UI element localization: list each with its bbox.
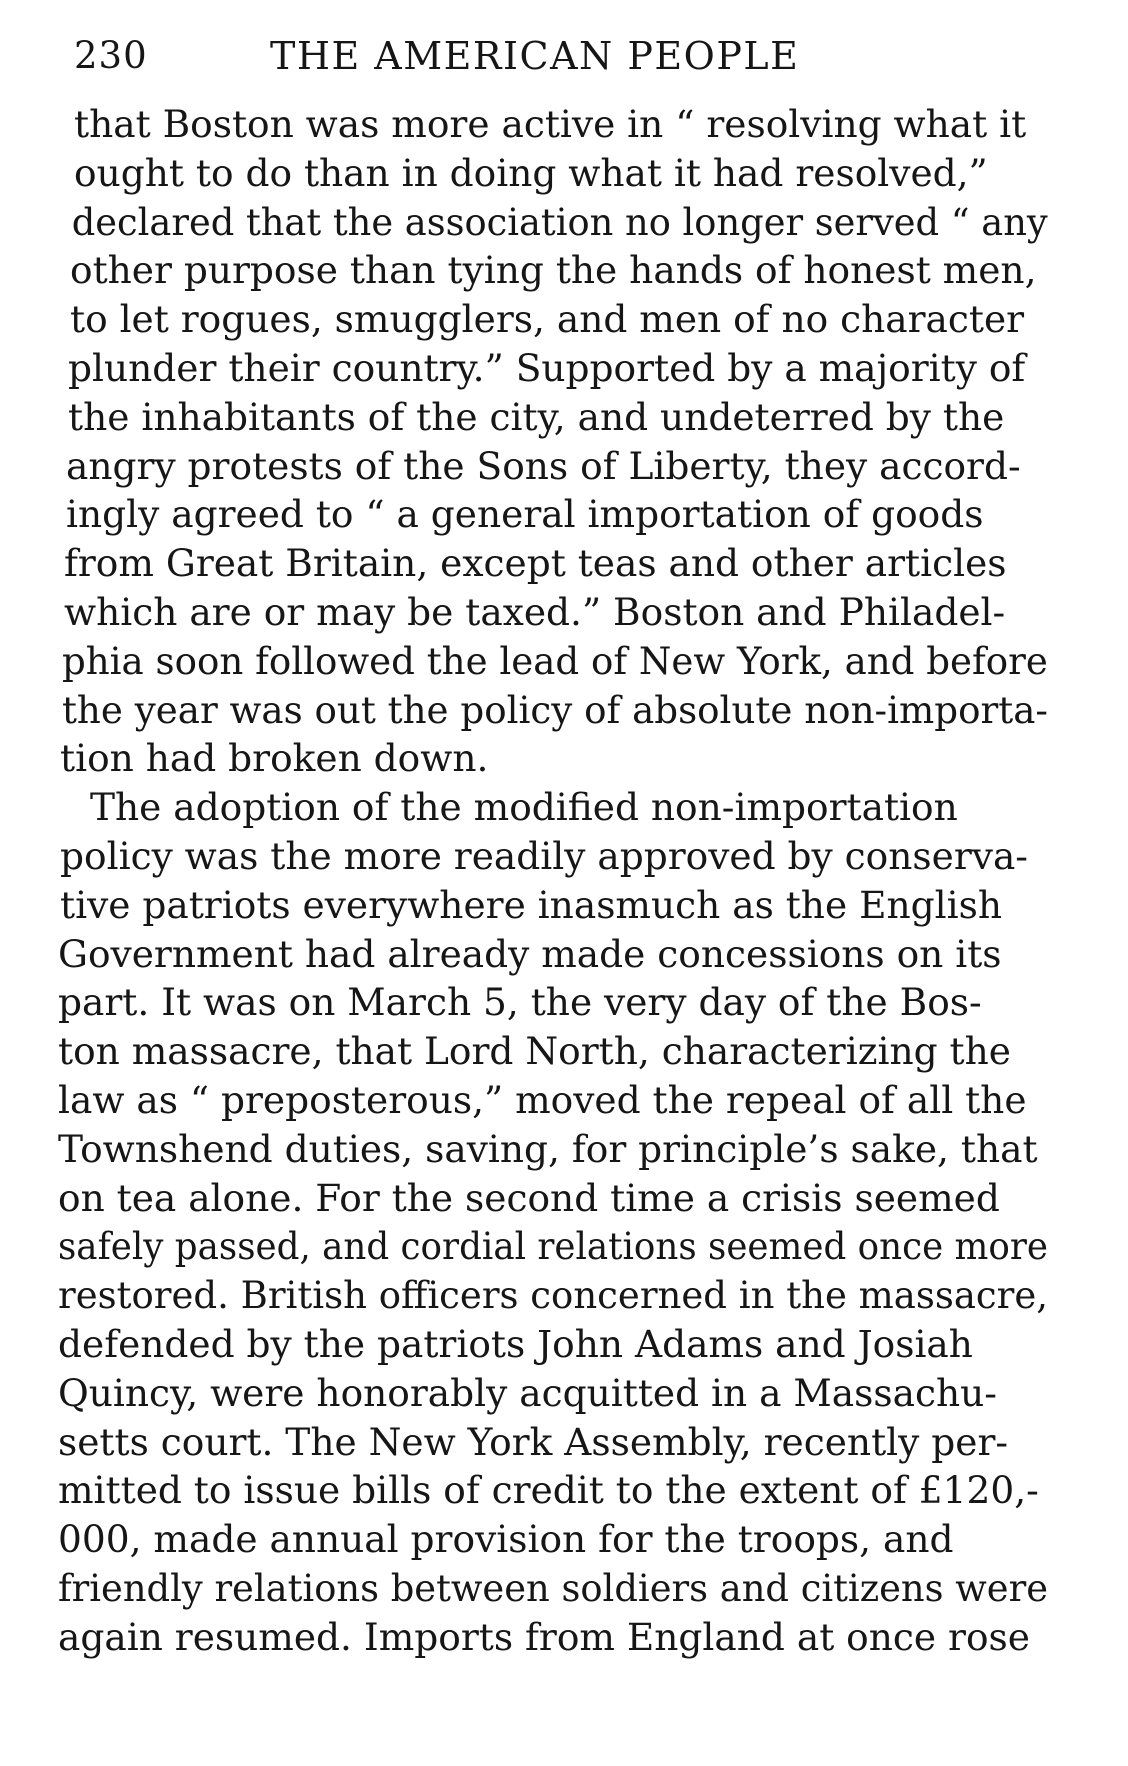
text-line: law as “ preposterous,” moved the repeal of all the [58,1077,1027,1122]
text-line: tive patriots everywhere inasmuch as the English [60,882,1002,927]
text-line: safely passed, and cordial relations seemed once more [58,1224,1049,1269]
text-line: phia soon followed the lead of New York, and before [61,638,1048,683]
text-line: restored. British officers concerned in the massacre, [58,1273,1049,1318]
text-line: other purpose than tying the hands of honest men, [70,248,1037,293]
text-line: plunder their country.” Supported by a majority of [68,345,1026,390]
body-text [58,100,1048,1662]
text-line: setts court. The New York Assembly, recently per- [58,1419,1009,1464]
text-line: that Boston was more active in “ resolving what it [74,102,1027,146]
text-line: 000, made annual provision for the troops, and [58,1517,954,1562]
text-line: Government had already made concessions on its [58,931,1002,976]
text-line: tion had broken down. [60,736,489,781]
text-line: ingly agreed to “ a general importation of goods [66,492,984,537]
text-line: Quincy, were honorably acquitted in a Massachu- [58,1370,997,1415]
text-line: declared that the association no longer served “ any [71,199,1048,244]
text-line: again resumed. Imports from England at once rose [58,1614,1030,1659]
text-line: to let rogues, smugglers, and men of no character [70,297,1025,342]
text-line: part. It was on March 5, the very day of the Bos- [58,980,982,1025]
text-line: policy was the more readily approved by conserva- [60,833,1028,878]
paragraph-first-line: The adoption of the modified non-importation [90,785,958,830]
text-line: mitted to issue bills of credit to the extent of £120,- [58,1468,1039,1513]
text-line: Townshend duties, saving, for principle’s sake, that [58,1126,1038,1171]
running-title: THE AMERICAN PEOPLE [270,34,800,78]
text-line: friendly relations between soldiers and citizens were [58,1565,1049,1610]
page-number: 230 [74,34,148,77]
text-line: which are or may be taxed.” Boston and Philadel- [64,589,1006,634]
text-line: the inhabitants of the city, and undeterred by the [68,394,1005,439]
text-line: angry protests of the Sons of Liberty, they accord- [66,443,1021,488]
text-line: the year was out the policy of absolute non-importa- [61,687,1048,732]
page-header [74,28,1034,88]
text-line: on tea alone. For the second time a crisis seemed [58,1175,1000,1220]
text-line: ton massacre, that Lord North, characterizing the [58,1029,1011,1074]
text-line: defended by the patriots John Adams and Josiah [58,1321,973,1366]
text-line: from Great Britain, except teas and other articles [64,541,1007,586]
text-line: ought to do than in doing what it had resolved,” [74,150,988,195]
